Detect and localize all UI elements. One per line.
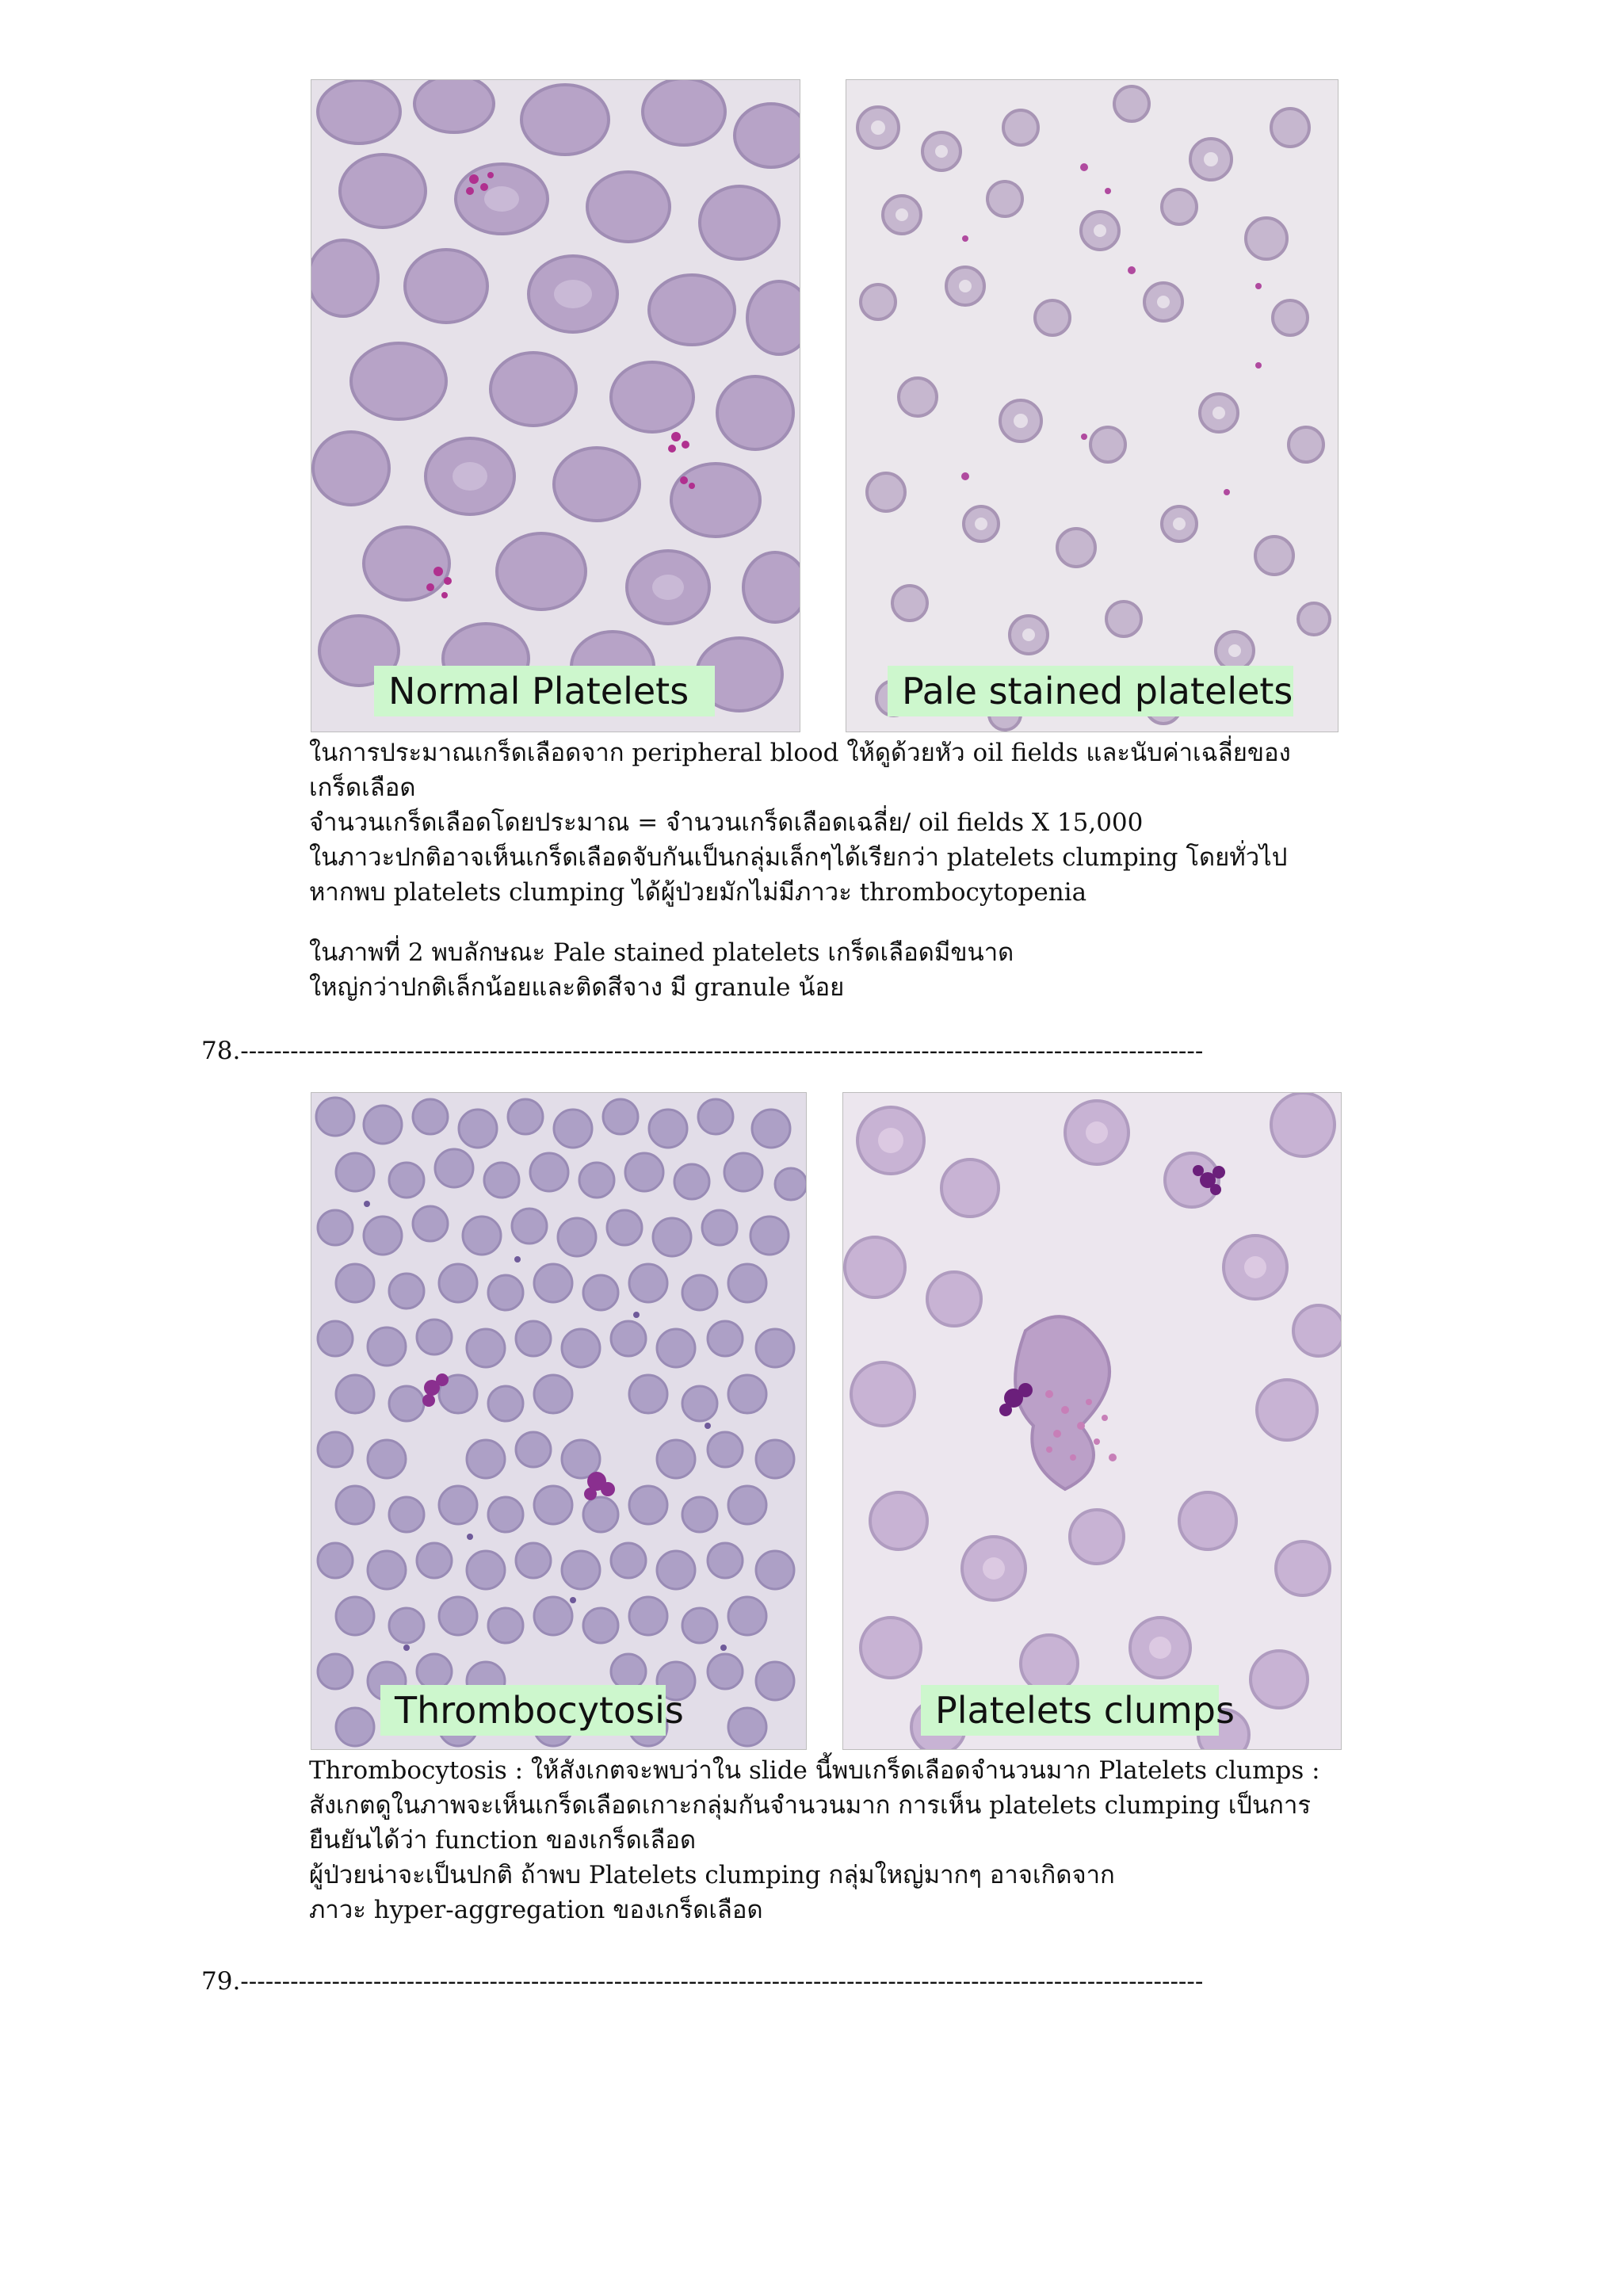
text-line: ในภาวะปกติอาจเห็นเกร็ดเลือดจับกันเป็นกลุ่มเล็กๆได้เรียกว่า platelets clumping โดยทั่วไป <box>309 843 1288 872</box>
pale-stained-platelets-image <box>846 79 1338 732</box>
normal-platelets-image <box>311 79 800 732</box>
text-line: สังเกตดูในภาพจะเห็นเกร็ดเลือดเกาะกลุ่มกันจำนวนมาก การเห็น platelets clumping เป็นการ <box>309 1791 1312 1820</box>
text-line: เกร็ดเลือด <box>309 774 416 802</box>
text-line: หากพบ platelets clumping ได้ผู้ป่วยมักไม่มีภาวะ thrombocytopenia <box>309 878 1087 907</box>
platelets-clumps-label: Platelets clumps <box>921 1685 1219 1736</box>
text-line: ผู้ป่วยน่าจะเป็นปกติ ถ้าพบ Platelets clumping กลุ่มใหญ่มากๆ อาจเกิดจาก <box>309 1861 1115 1889</box>
thrombocytosis-label: Thrombocytosis <box>380 1685 666 1736</box>
text-line: ในภาพที่ 2 พบลักษณะ Pale stained platelets เกร็ดเลือดมีขนาด <box>309 938 1014 967</box>
thrombocytosis-image <box>311 1092 807 1750</box>
separator-78: 78.-------------------------------------------------------------------------------------------------------------------- <box>201 1037 1204 1065</box>
pale-stained-platelets-label: Pale stained platelets <box>888 666 1293 716</box>
text-line: ภาวะ hyper-aggregation ของเกร็ดเลือด <box>309 1896 763 1924</box>
text-line: Thrombocytosis : ให้สังเกตจะพบว่าใน slide นี้พบเกร็ดเลือดจำนวนมาก Platelets clumps : <box>309 1756 1320 1785</box>
section1-description <box>309 735 1339 910</box>
normal-platelets-micrograph <box>311 80 800 732</box>
text-line: จำนวนเกร็ดเลือดโดยประมาณ = จำนวนเกร็ดเลือดเฉลี่ย/ oil fields X 15,000 <box>309 808 1144 837</box>
section1-description-2 <box>309 935 1339 1005</box>
text-line: ใหญ่กว่าปกติเล็กน้อยและติดสีจาง มี granule น้อย <box>309 973 845 1002</box>
text-line: ยืนยันได้ว่า function ของเกร็ดเลือด <box>309 1826 697 1855</box>
section2-description <box>309 1753 1339 1927</box>
text-line: ในการประมาณเกร็ดเลือดจาก peripheral blood ให้ดูด้วยหัว oil fields และนับค่าเฉลี่ยของ <box>309 739 1291 767</box>
platelets-clumps-micrograph <box>843 1093 1341 1749</box>
platelets-clumps-image <box>842 1092 1342 1750</box>
separator-79: 79.-------------------------------------------------------------------------------------------------------------------- <box>201 1967 1204 1996</box>
pale-stained-platelets-micrograph <box>846 80 1338 732</box>
thrombocytosis-micrograph <box>311 1093 806 1749</box>
normal-platelets-label: Normal Platelets <box>374 666 715 716</box>
